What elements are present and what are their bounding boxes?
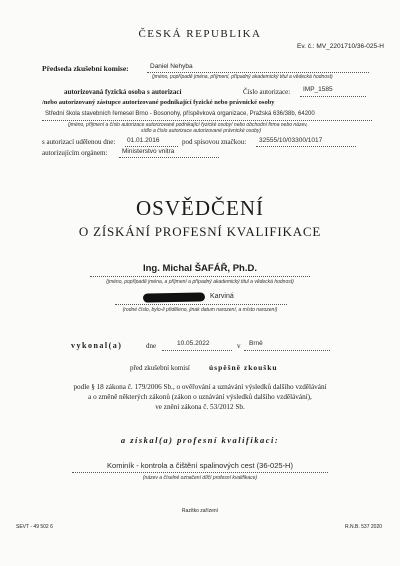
law-line-1: podle § 18 zákona č. 179/2006 Sb., o ověřování a uznávání výsledků dalšího vzdělávání	[73, 383, 327, 391]
organization-hint-2: sídlo a číslo autorizace autorizované právnické osoby)	[141, 128, 262, 134]
exam-result: úspěšně zkoušku	[209, 363, 278, 372]
organization-value: Střední škola stavebních řemesel Brno - Bosonohy, příspěvková organizace, Pražská 636/38b, 64200	[45, 111, 315, 117]
holder-name-hint: (jméno, popřípadě jména, a příjmení a případný akademický titul a vědecká hodnost)	[106, 279, 294, 285]
chair-line	[147, 72, 369, 73]
exam-date-label: dne	[146, 342, 157, 350]
holder-name: Ing. Michal ŠAFÁŘ, Ph.D.	[142, 263, 257, 274]
exam-result-prefix: před zkušební komisí	[130, 364, 190, 372]
holder-name-line	[90, 276, 310, 277]
redacted-birth-number	[143, 292, 205, 302]
record-number: Ev. č.: MV_2201710/36-025-H	[297, 43, 384, 50]
chair-value: Daniel Nehyba	[150, 63, 193, 70]
authorization-number-line	[300, 96, 366, 97]
organization-line	[42, 120, 372, 121]
qualification-line	[72, 472, 328, 473]
performed-label: vykonal(a)	[71, 341, 123, 350]
country-header: ČESKÁ REPUBLIKA	[138, 28, 262, 40]
organization-hint-1: (jméno, příjmení a číslo autorizace autorizované podnikající fyzické osoby/ nebo obchodní firma nebo název,	[68, 122, 308, 128]
authorizing-body-value: Ministerstvo vnitra	[122, 148, 175, 155]
birth-hint: (rodné číslo, bylo-li přiděleno, jinak datum narození, a místo narození)	[122, 307, 278, 313]
authorization-number-label: Číslo autorizace:	[243, 88, 291, 96]
birth-line	[115, 304, 287, 305]
chair-label: Předseda zkušební komise:	[42, 64, 129, 73]
granted-label: s autorizací udělenou dne:	[42, 138, 116, 146]
reference-label: pod spisovou značkou:	[182, 138, 247, 146]
exam-date-line	[162, 350, 232, 351]
qualification-hint: (název a číselné označení dílčí profesní kvalifikace)	[142, 475, 258, 481]
exam-date-value: 10.05.2022	[177, 340, 210, 347]
law-line-3: ve znění zákona č. 53/2012 Sb.	[155, 403, 245, 411]
authorized-person-label: autorizovaná fyzická osoba s autorizací	[64, 88, 182, 96]
granted-value: 01.01.2016	[127, 137, 160, 144]
certificate-subtitle: O ZÍSKÁNÍ PROFESNÍ KVALIFIKACE	[78, 224, 322, 239]
authorization-number-value: IMP_1585	[303, 86, 333, 93]
exam-place-label: v	[237, 342, 241, 350]
chair-hint: (jméno, popřípadě jména, příjmení, případný akademický titul a vědecká hodnost)	[152, 74, 333, 80]
form-code-left: SEVT - 49 502 6	[16, 524, 53, 530]
qualification-heading: a získal(a) profesní kvalifikaci:	[120, 435, 280, 445]
qualification-value: Kominík - kontrola a čištění spalinových cest (36-025-H)	[107, 461, 293, 470]
authorizing-body-label: autorizujícím orgánem:	[42, 149, 108, 157]
law-line-2: a o změně některých zákonů (zákon o uznávání výsledků dalšího vzdělávání),	[88, 393, 312, 401]
exam-place-value: Brně	[249, 340, 263, 347]
granted-line	[125, 146, 178, 147]
reference-line	[256, 146, 356, 147]
certificate-title: OSVĚDČENÍ	[136, 196, 264, 220]
authorized-representative-label: /nebo autorizovaný zástupce autorizované podnikající fyzické nebo právnické osoby	[42, 99, 275, 106]
reference-value: 32555/10/03300/1017	[259, 137, 323, 144]
birth-place-value: Karviná	[210, 293, 234, 300]
form-code-right: R.N.B. 537 2020	[345, 524, 382, 530]
exam-place-line	[244, 350, 330, 351]
stamp-label: Razítko zařízení	[181, 508, 219, 514]
authorizing-body-line	[119, 157, 219, 158]
